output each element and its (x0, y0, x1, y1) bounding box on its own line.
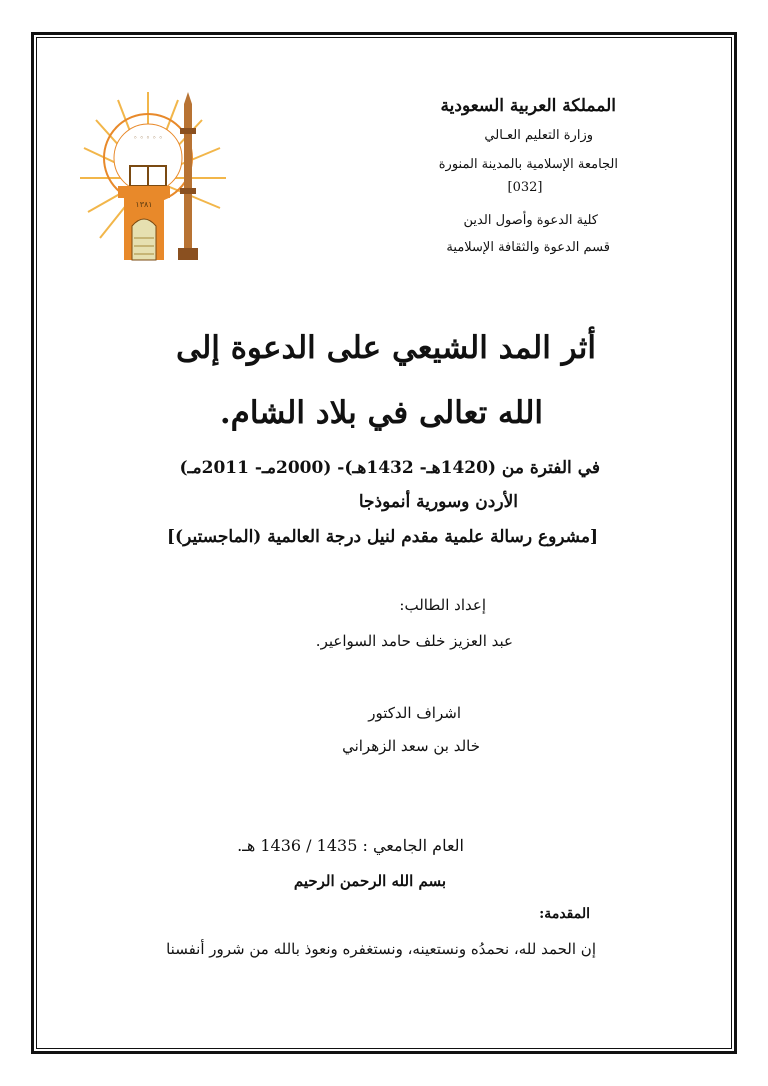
svg-text:◦ ◦ ◦ ◦ ◦: ◦ ◦ ◦ ◦ ◦ (133, 134, 163, 142)
supervisor-label: اشراف الدكتور (368, 704, 461, 722)
basmala: بسم الله الرحمن الرحيم (293, 872, 446, 890)
department-name: قسم الدعوة والثقافة الإسلامية (446, 240, 610, 255)
kingdom-name: المملكة العربية السعودية (440, 96, 616, 116)
intro-text: إن الحمد لله، نحمدُه ونستعينه، ونستغفره ونعوذ بالله من شرور أنفسنا (166, 940, 596, 958)
student-name: عبد العزيز خلف حامد السواعير. (315, 632, 513, 650)
study-period: في الفترة من (1420هـ- 1432هـ)- (2000مـ- 2011مـ) (179, 458, 600, 478)
university-code: [032] (507, 180, 543, 195)
thesis-project-type: [مشروع رسالة علمية مقدم لنيل درجة العالمية (الماجستير)] (166, 527, 598, 547)
student-label: إعداد الطالب: (399, 596, 486, 614)
ministry-name: وزارة التعليم العـالي (484, 128, 593, 143)
college-name: كلية الدعوة وأصول الدين (463, 213, 598, 228)
academic-year: العام الجامعي : 1435 / 1436 هـ. (237, 836, 464, 855)
university-emblem-icon (60, 88, 246, 268)
intro-heading: المقدمة: (539, 906, 590, 922)
thesis-title-line2: الله تعالى في بلاد الشام. (219, 395, 543, 431)
thesis-title-line1: أثر المد الشيعي على الدعوة إلى (176, 330, 596, 366)
supervisor-name: خالد بن سعد الزهراني (342, 737, 480, 755)
svg-text:١٣٨١: ١٣٨١ (135, 200, 153, 209)
university-name: الجامعة الإسلامية بالمدينة المنورة (438, 157, 618, 172)
study-scope: الأردن وسورية أنموذجا (358, 492, 518, 512)
